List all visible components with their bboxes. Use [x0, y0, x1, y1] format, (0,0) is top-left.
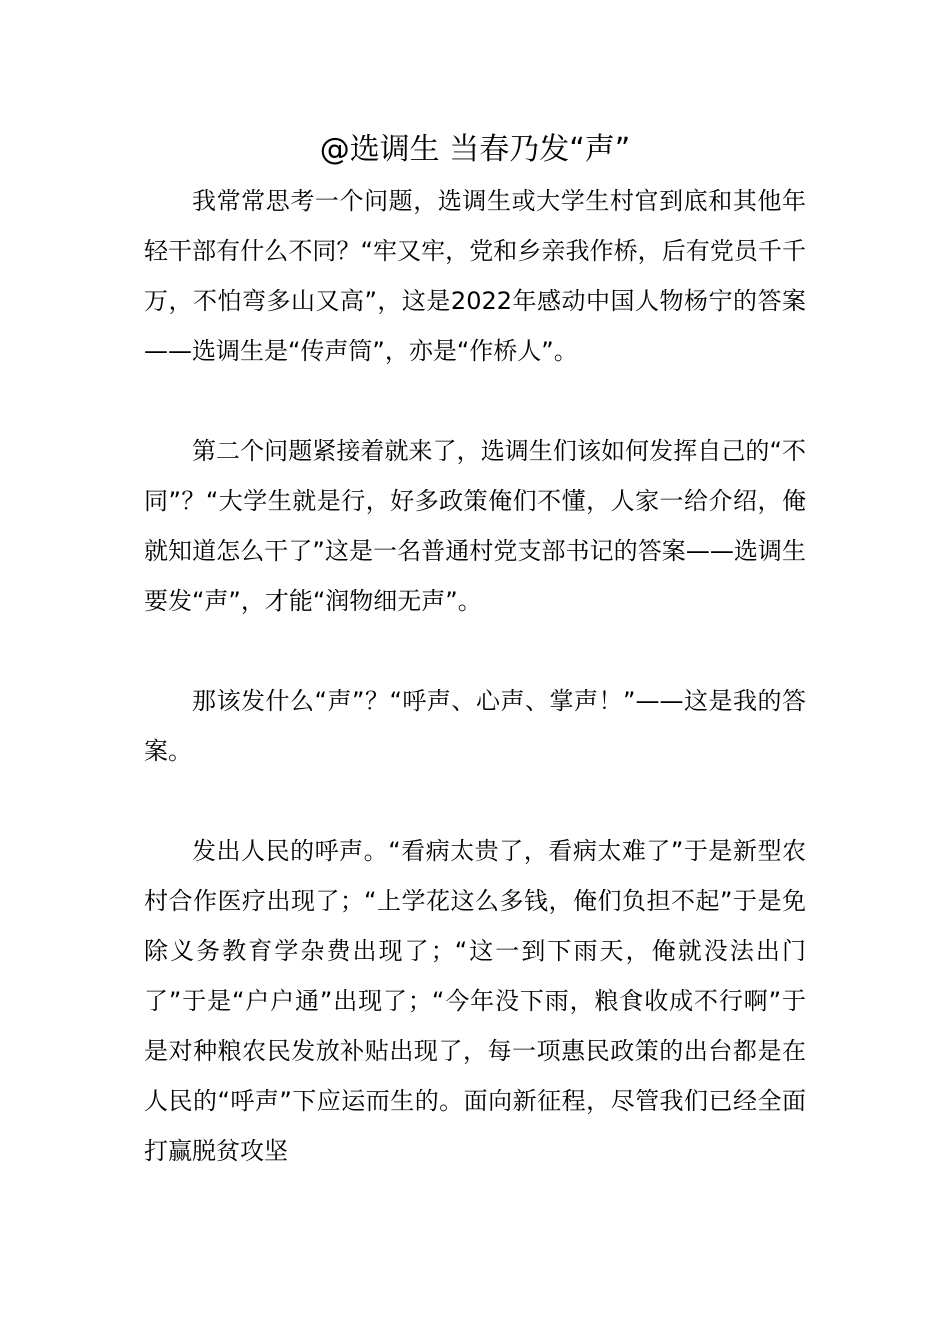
- paragraph-3: 那该发什么“声”？“呼声、心声、掌声！”——这是我的答案。: [144, 687, 806, 765]
- paragraph-4: 发出人民的呼声。“看病太贵了，看病太难了”于是新型农村合作医疗出现了；“上学花这么多钱，俺们负担不起”于是免除义务教育学杂费出现了；“这一到下雨天，俺就没法出门了”于是“户户通”出现了；“今年没下雨，粮食收成不行啊”于是对种粮农民发放补贴出现了，每一项惠民政策的出台都是在人民的“呼声”下应运而生的。面向新征程，尽管我们已经全面打赢脱贫攻坚: [144, 837, 806, 1165]
- document-title: @选调生 当春乃发“声”: [319, 132, 631, 167]
- document-body: [144, 176, 806, 1176]
- paragraph-2: 第二个问题紧接着就来了，选调生们该如何发挥自己的“不同”？“大学生就是行，好多政策俺们不懂，人家一给介绍，俺就知道怎么干了”这是一名普通村党支部书记的答案——选调生要发“声”，才能“润物细无声”。: [144, 437, 806, 615]
- paragraph-1: 我常常思考一个问题，选调生或大学生村官到底和其他年轻干部有什么不同？“牢又牢，党和乡亲我作桥，后有党员千千万，不怕弯多山又高”，这是2022年感动中国人物杨宁的答案——选调生是“传声筒”，亦是“作桥人”。: [144, 187, 806, 365]
